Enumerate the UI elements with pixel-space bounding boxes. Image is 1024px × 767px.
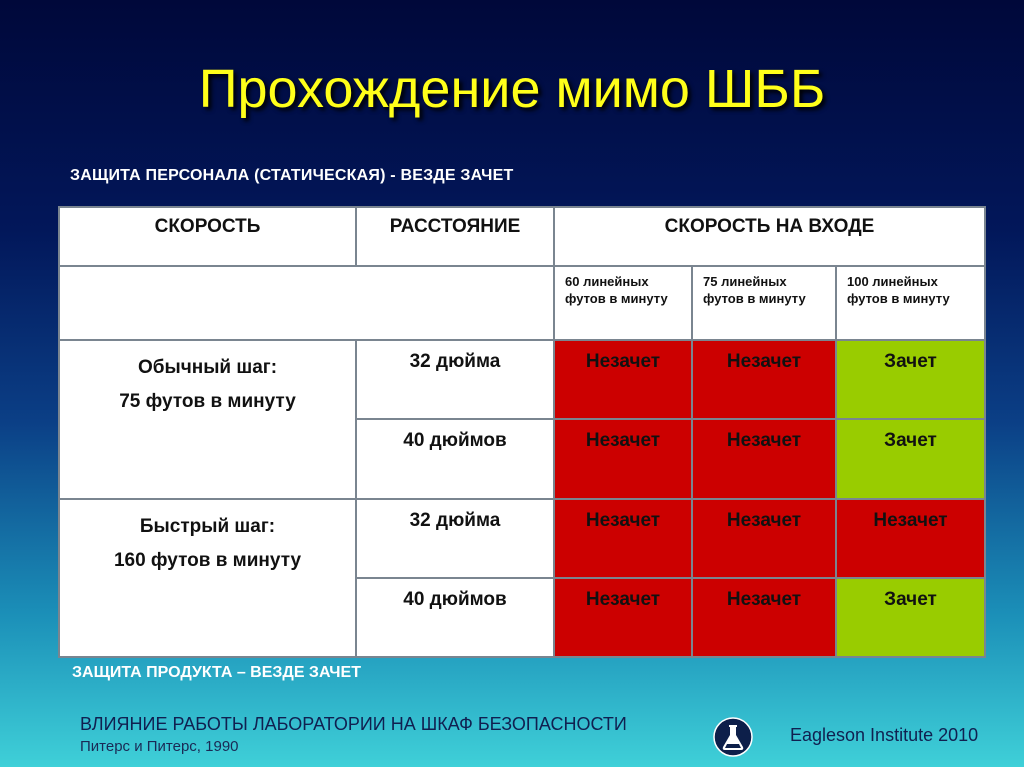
result-cell: Зачет	[836, 578, 985, 657]
flask-logo-icon	[712, 716, 754, 758]
personnel-protection-note: ЗАЩИТА ПЕРСОНАЛА (СТАТИЧЕСКАЯ) - ВЕЗДЕ ЗАЧЕТ	[70, 167, 514, 184]
header-speed: СКОРОСТЬ	[59, 207, 356, 266]
walk-speed-label: 160 футов в минуту	[113, 549, 302, 571]
result-cell: Зачет	[836, 340, 985, 419]
slide-title: Прохождение мимо ШББ	[198, 59, 826, 119]
result-cell: Незачет	[692, 340, 836, 419]
result-cell: Незачет	[692, 419, 836, 498]
walk-type-label: Обычный шаг:	[137, 357, 278, 378]
result-cell: Незачет	[692, 578, 836, 657]
distance-cell: 40 дюймов	[356, 578, 554, 657]
walk-fast-cell	[59, 499, 356, 658]
result-cell: Незачет	[836, 499, 985, 578]
table-header-row	[59, 207, 985, 266]
footer-title: ВЛИЯНИЕ РАБОТЫ ЛАБОРАТОРИИ НА ШКАФ БЕЗОПАСНОСТИ	[80, 714, 627, 734]
product-protection-note: ЗАЩИТА ПРОДУКТА – ВЕЗДЕ ЗАЧЕТ	[72, 664, 361, 681]
distance-cell: 32 дюйма	[356, 499, 554, 578]
inlet-speed-75: 75 линейных футов в минуту	[692, 266, 836, 340]
footer-source: Питерс и Питерс, 1990	[80, 738, 239, 755]
walk-speed-label: 75 футов в минуту	[119, 391, 296, 412]
inlet-speed-row	[59, 266, 985, 340]
walk-type-label: Быстрый шаг:	[139, 515, 276, 537]
inlet-speed-60: 60 линейных футов в минуту	[554, 266, 692, 340]
empty-cell	[59, 266, 554, 340]
result-cell: Незачет	[692, 499, 836, 578]
inlet-speed-100: 100 линейных футов в минуту	[836, 266, 985, 340]
result-cell: Незачет	[554, 578, 692, 657]
results-table	[58, 206, 986, 658]
result-cell: Зачет	[836, 419, 985, 498]
result-cell: Незачет	[554, 340, 692, 419]
result-cell: Незачет	[554, 419, 692, 498]
walk-normal-cell	[59, 340, 356, 499]
header-inlet-speed: СКОРОСТЬ НА ВХОДЕ	[554, 207, 985, 266]
distance-cell: 32 дюйма	[356, 340, 554, 419]
footer-credit: Eagleson Institute 2010	[790, 725, 979, 745]
table-row	[59, 340, 985, 419]
header-distance: РАССТОЯНИЕ	[356, 207, 554, 266]
result-cell: Незачет	[554, 499, 692, 578]
distance-cell: 40 дюймов	[356, 419, 554, 498]
table-row	[59, 499, 985, 578]
